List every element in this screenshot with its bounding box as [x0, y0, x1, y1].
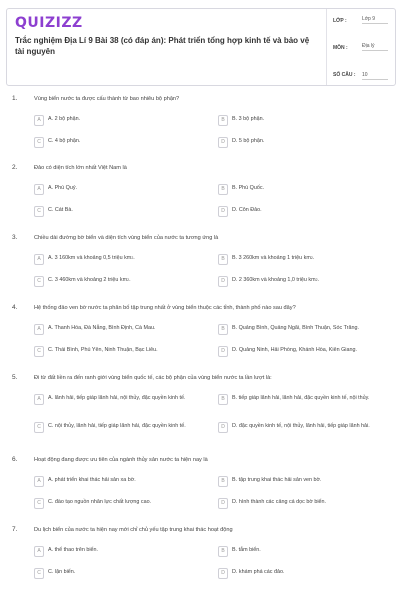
option-text-main: C. đào tạo nguồn nhân lực chất lượng cao.: [48, 499, 152, 505]
question-2: [12, 164, 392, 228]
meta-count-label: SỐ CÂU :: [333, 72, 356, 78]
option-text: [232, 207, 394, 214]
option-letter-box: B: [218, 476, 228, 487]
page-title: Trắc nghiệm Địa Lí 9 Bài 38 (có đáp án): Phát triển tổng hợp kinh tế và bảo vệ tài nguyên: [15, 36, 310, 56]
option-period: .: [129, 277, 131, 283]
meta-class-value: Lớp 9: [362, 16, 388, 24]
option-text: [48, 116, 210, 123]
option-text-main: D. Quảng Ninh, Hải Phòng, Khánh Hòa, Kiên Giang.: [232, 347, 357, 353]
question-6: [12, 456, 392, 520]
question-7: [12, 526, 392, 590]
option-text-main: C. 3 460km và khoảng 2 triệu km: [48, 277, 128, 283]
question-1: [12, 95, 392, 159]
option-letter-box: C: [34, 206, 44, 217]
option-text-main: C. nội thủy, lãnh hải, tiếp giáp lãnh hải, đặc quyền kinh tế.: [48, 423, 186, 429]
option-text: [232, 395, 394, 402]
option-period: .: [317, 277, 320, 283]
question-number: 2.: [12, 164, 18, 171]
option-text-main: B. 3 bộ phận.: [232, 116, 265, 122]
option-text: [48, 423, 210, 430]
option-letter-box: C: [34, 568, 44, 579]
option-text-main: A. Phú Quý.: [48, 185, 78, 191]
option-letter-box: C: [34, 422, 44, 433]
option-letter-box: A: [34, 254, 44, 265]
question-text: Chiều dài đường bờ biển và diện tích vùng biển của nước ta tương ứng là: [34, 235, 219, 241]
option-text-main: C. Thái Bình, Phú Yên, Ninh Thuận, Bạc Liêu.: [48, 347, 158, 353]
option-text: [48, 185, 210, 192]
option-text: [48, 138, 210, 145]
option-text-main: A. phát triển khai thác hải sản xa bờ.: [48, 477, 136, 483]
option-text-main: B. tắm biển.: [232, 547, 261, 553]
question-text: Đi từ đất liền ra đến ranh giới vùng biển quốc tế, các bộ phận của vùng biển nước ta lần lượt là:: [34, 375, 272, 381]
option-text: [48, 277, 210, 284]
option-text-main: C. lặn biển.: [48, 569, 76, 575]
option-letter-box: A: [34, 184, 44, 195]
option-text: [232, 423, 394, 430]
quizizz-logo: QUIZIZZ: [15, 15, 83, 31]
meta-class-label: LỚP :: [333, 18, 347, 24]
option-text: [48, 547, 210, 554]
option-text: [48, 569, 210, 576]
option-letter-box: B: [218, 115, 228, 126]
option-text: [48, 477, 210, 484]
question-number: 4.: [12, 304, 18, 311]
option-period: .: [312, 255, 315, 261]
option-text: [48, 325, 210, 332]
option-letter-box: C: [34, 498, 44, 509]
option-letter-box: D: [218, 346, 228, 357]
option-letter-box: D: [218, 206, 228, 217]
option-letter-box: C: [34, 137, 44, 148]
option-text: [48, 347, 210, 354]
option-text-main: C. Cát Bà.: [48, 207, 73, 213]
option-text-main: D. 2 360km và khoảng 1,0 triệu km: [232, 277, 316, 283]
option-text-main: D. khám phá các đảo.: [232, 569, 285, 575]
option-text: [232, 325, 394, 332]
option-text: [232, 116, 394, 123]
option-superscript: 2: [127, 278, 130, 282]
option-text: [232, 277, 394, 284]
question-4: [12, 304, 392, 368]
option-text: [232, 477, 394, 484]
option-text: [232, 138, 394, 145]
option-letter-box: D: [218, 276, 228, 287]
question-number: 5.: [12, 374, 18, 381]
meta-subject-label: MÔN :: [333, 45, 348, 51]
option-letter-box: B: [218, 394, 228, 405]
question-number: 7.: [12, 526, 18, 533]
option-text-main: D. hình thành các cảng cá dọc bờ biển.: [232, 499, 327, 505]
question-number: 1.: [12, 95, 18, 102]
option-text-main: A. 3 160km và khoảng 0,5 triệu km: [48, 255, 132, 261]
meta-panel: [326, 9, 395, 85]
option-letter-box: C: [34, 276, 44, 287]
option-text: [232, 255, 394, 262]
option-text: [232, 347, 394, 354]
question-text: Đảo có diện tích lớn nhất Việt Nam là: [34, 165, 127, 171]
option-text: [232, 569, 394, 576]
option-text-main: D. đặc quyền kinh tế, nội thủy, lãnh hải, tiếp giáp lãnh hải.: [232, 423, 370, 429]
option-letter-box: B: [218, 546, 228, 557]
option-superscript: 2: [315, 278, 318, 282]
option-period: .: [133, 255, 135, 261]
option-text-main: D. Côn Đảo.: [232, 207, 262, 213]
question-text: Vùng biển nước ta được cấu thành từ bao nhiêu bộ phận?: [34, 96, 180, 102]
option-text-main: C. 4 bộ phận.: [48, 138, 81, 144]
option-letter-box: A: [34, 546, 44, 557]
meta-subject-value: Địa lý: [362, 43, 388, 51]
option-letter-box: B: [218, 324, 228, 335]
option-text-main: B. tiếp giáp lãnh hải, lãnh hải, đặc quyền kinh tế, nội thủy.: [232, 395, 370, 401]
option-letter-box: D: [218, 422, 228, 433]
option-text-main: A. 2 bộ phận.: [48, 116, 81, 122]
option-text: [232, 499, 394, 506]
option-text-main: A. lãnh hải, tiếp giáp lãnh hải, nội thủy, đặc quyền kinh tế.: [48, 395, 186, 401]
option-letter-box: A: [34, 115, 44, 126]
option-superscript: 2: [310, 256, 313, 260]
option-text-main: B. Quảng Bình, Quảng Ngãi, Bình Thuận, Sóc Trăng.: [232, 325, 359, 331]
option-text: [48, 207, 210, 214]
option-text: [48, 395, 210, 402]
quiz-header: [6, 8, 396, 86]
option-letter-box: B: [218, 254, 228, 265]
option-text-main: B. Phú Quốc.: [232, 185, 265, 191]
meta-count-value: 10: [362, 72, 388, 80]
option-letter-box: D: [218, 137, 228, 148]
option-text-main: A. Thanh Hóa, Đà Nẵng, Bình Định, Cà Mau.: [48, 325, 156, 331]
option-letter-box: B: [218, 184, 228, 195]
option-letter-box: A: [34, 324, 44, 335]
option-letter-box: A: [34, 476, 44, 487]
option-text-main: B. 3 260km và khoảng 1 triệu km: [232, 255, 311, 261]
option-text-main: A. thể thao trên biển.: [48, 547, 99, 553]
option-superscript: 2: [131, 256, 134, 260]
question-text: Hệ thống đảo ven bờ nước ta phân bố tập trung nhất ở vùng biển thuộc các tỉnh, thành phố nào sau đây?: [34, 305, 296, 311]
option-text-main: B. tập trung khai thác hải sản ven bờ.: [232, 477, 322, 483]
option-text: [48, 499, 210, 506]
option-text: [232, 547, 394, 554]
option-letter-box: D: [218, 568, 228, 579]
question-3: [12, 234, 392, 298]
option-letter-box: C: [34, 346, 44, 357]
option-text: [232, 185, 394, 192]
question-text: Hoạt động đang được ưu tiên của ngành thủy sản nước ta hiện nay là: [34, 457, 208, 463]
question-number: 6.: [12, 456, 18, 463]
option-letter-box: D: [218, 498, 228, 509]
option-letter-box: A: [34, 394, 44, 405]
question-5: [12, 374, 392, 438]
question-number: 3.: [12, 234, 18, 241]
question-text: Du lịch biển của nước ta hiện nay mới chỉ chủ yếu tập trung khai thác hoạt động: [34, 527, 233, 533]
option-text: [48, 255, 210, 262]
option-text-main: D. 5 bộ phận.: [232, 138, 265, 144]
